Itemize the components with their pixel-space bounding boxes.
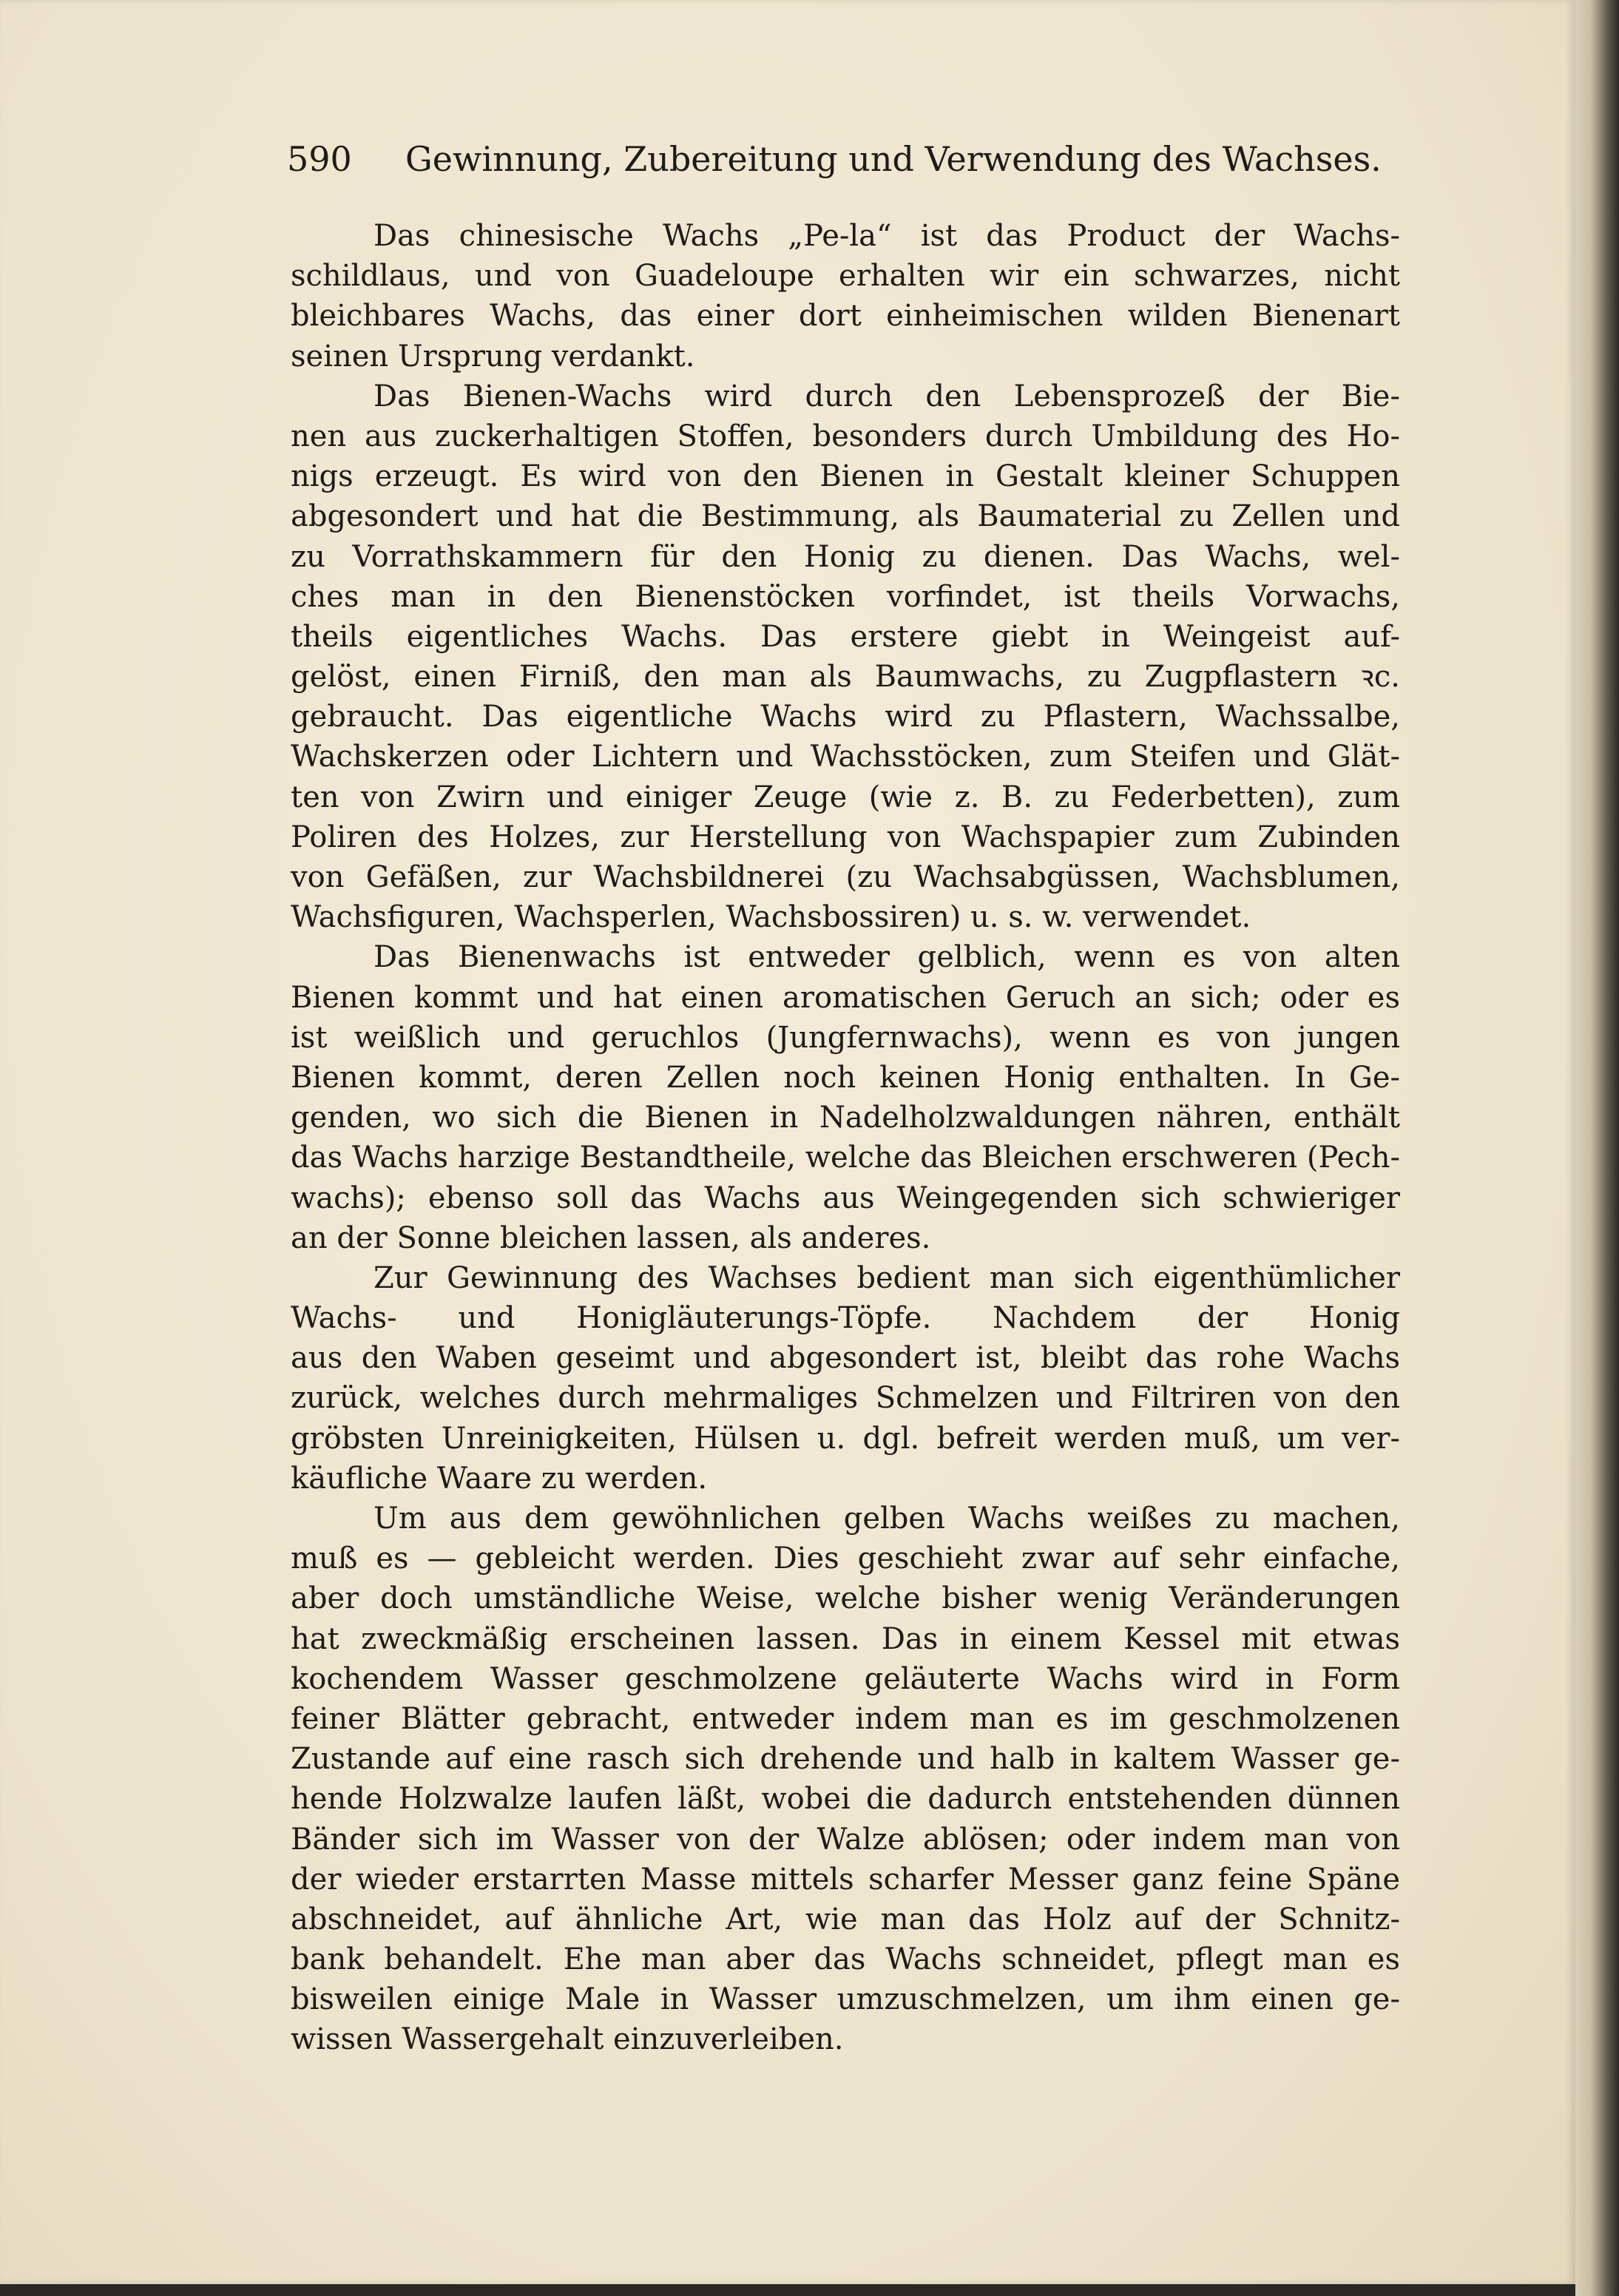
text-line: genden, wo sich die Bienen in Nadelholzwaldungen nähren, enthält (291, 1101, 1400, 1135)
text-line: gelöst, einen Firniß, den man als Baumwachs, zu Zugpflastern ꝛc. (291, 660, 1400, 695)
text-line: seinen Ursprung verdankt. (291, 339, 695, 374)
text-line: nigs erzeugt. Es wird von den Bienen in Gestalt kleiner Schuppen (291, 459, 1400, 494)
text-line: der wieder erstarrten Masse mittels scharfer Messer ganz feine Späne (291, 1862, 1400, 1897)
text-line: bleichbares Wachs, das einer dort einheimischen wilden Bienenart (291, 299, 1400, 334)
text-line: kochendem Wasser geschmolzene geläuterte Wachs wird in Form (291, 1661, 1400, 1696)
text-line: bisweilen einige Male in Wasser umzuschmelzen, um ihm einen ge- (291, 1982, 1400, 2017)
text-line: Zur Gewinnung des Wachses bedient man sich eigenthümlicher (374, 1260, 1400, 1295)
page-header (287, 133, 1411, 185)
text-line: ten von Zwirn und einiger Zeuge (wie z. B. zu Federbetten), zum (291, 780, 1400, 814)
paragraph-chinese-wax (291, 216, 1400, 377)
text-line: muß es — gebleicht werden. Dies geschieht zwar auf sehr einfache, (291, 1542, 1400, 1576)
text-line: hat zweckmäßig erscheinen lassen. Das in einem Kessel mit etwas (291, 1621, 1400, 1656)
paragraph-wax-extraction (291, 1258, 1400, 1499)
text-line: Bienen kommt und hat einen aromatischen Geruch an sich; oder es (291, 980, 1400, 1015)
body-text (291, 216, 1400, 2060)
text-line: Zustande auf eine rasch sich drehende und halb in kaltem Wasser ge- (291, 1742, 1400, 1777)
paragraph-wax-varieties (291, 937, 1400, 1258)
page-number: 590 (287, 139, 352, 179)
text-line: schildlaus, und von Guadeloupe erhalten wir ein schwarzes, nicht (291, 259, 1400, 294)
text-line: gröbsten Unreinigkeiten, Hülsen u. dgl. befreit werden muß, um ver- (291, 1421, 1400, 1456)
text-line: Das Bienenwachs ist entweder gelblich, wenn es von alten (374, 940, 1400, 975)
text-line: Das Bienen-Wachs wird durch den Lebensprozeß der Bie- (374, 379, 1400, 413)
text-line: Bienen kommt, deren Zellen noch keinen Honig enthalten. In Ge- (291, 1060, 1400, 1095)
text-line: von Gefäßen, zur Wachsbildnerei (zu Wachsabgüssen, Wachsblumen, (291, 860, 1400, 894)
text-line: bank behandelt. Ehe man aber das Wachs schneidet, pflegt man es (291, 1942, 1400, 1977)
text-line: an der Sonne bleichen lassen, als anderes. (291, 1220, 931, 1255)
text-line: Bänder sich im Wasser von der Walze ablösen; oder indem man von (291, 1822, 1400, 1857)
text-line: Poliren des Holzes, zur Herstellung von Wachspapier zum Zubinden (291, 820, 1400, 854)
text-line: theils eigentliches Wachs. Das erstere giebt in Weingeist auf- (291, 619, 1400, 654)
text-line: Wachsfiguren, Wachsperlen, Wachsbossiren) u. s. w. verwendet. (291, 900, 1251, 935)
text-line: hende Holzwalze laufen läßt, wobei die dadurch entstehenden dünnen (291, 1782, 1400, 1817)
text-line: wissen Wassergehalt einzuverleiben. (291, 2022, 844, 2057)
text-line: abgesondert und hat die Bestimmung, als Baumaterial zu Zellen und (291, 499, 1400, 534)
text-line: zurück, welches durch mehrmaliges Schmelzen und Filtriren von den (291, 1381, 1400, 1416)
text-line: das Wachs harzige Bestandtheile, welche das Bleichen erschweren (Pech- (291, 1141, 1400, 1175)
text-line: feiner Blätter gebracht, entweder indem man es im geschmolzenen (291, 1701, 1400, 1736)
text-line: zu Vorrathskammern für den Honig zu dienen. Das Wachs, wel- (291, 539, 1400, 574)
page-edge (1575, 0, 1619, 2296)
text-line: aus den Waben geseimt und abgesondert ist, bleibt das rohe Wachs (291, 1341, 1400, 1376)
running-title: Gewinnung, Zubereitung und Verwendung des Wachses. (405, 139, 1382, 179)
text-line: Um aus dem gewöhnlichen gelben Wachs weißes zu machen, (374, 1502, 1400, 1536)
text-line: Das chinesische Wachs „Pe-la“ ist das Product der Wachs- (374, 219, 1400, 253)
paragraph-wax-bleaching (291, 1499, 1400, 2060)
text-line: ches man in den Bienenstöcken vorfindet, ist theils Vorwachs, (291, 579, 1400, 614)
text-line: abschneidet, auf ähnliche Art, wie man das Holz auf der Schnitz- (291, 1902, 1400, 1937)
text-line: aber doch umständliche Weise, welche bisher wenig Veränderungen (291, 1581, 1400, 1616)
paragraph-bee-wax (291, 377, 1400, 938)
text-line: käufliche Waare zu werden. (291, 1461, 708, 1496)
text-line: ist weißlich und geruchlos (Jungfernwachs), wenn es von jungen (291, 1020, 1400, 1055)
text-line: Wachs- und Honigläuterungs-Töpfe. Nachdem der Honig (291, 1301, 1400, 1336)
text-line: gebraucht. Das eigentliche Wachs wird zu Pflastern, Wachssalbe, (291, 700, 1400, 735)
text-line: Wachskerzen oder Lichtern und Wachsstöcken, zum Steifen und Glät- (291, 740, 1400, 774)
text-line: wachs); ebenso soll das Wachs aus Weingegenden sich schwieriger (291, 1181, 1400, 1215)
text-line: nen aus zuckerhaltigen Stoffen, besonders durch Umbildung des Ho- (291, 419, 1400, 453)
